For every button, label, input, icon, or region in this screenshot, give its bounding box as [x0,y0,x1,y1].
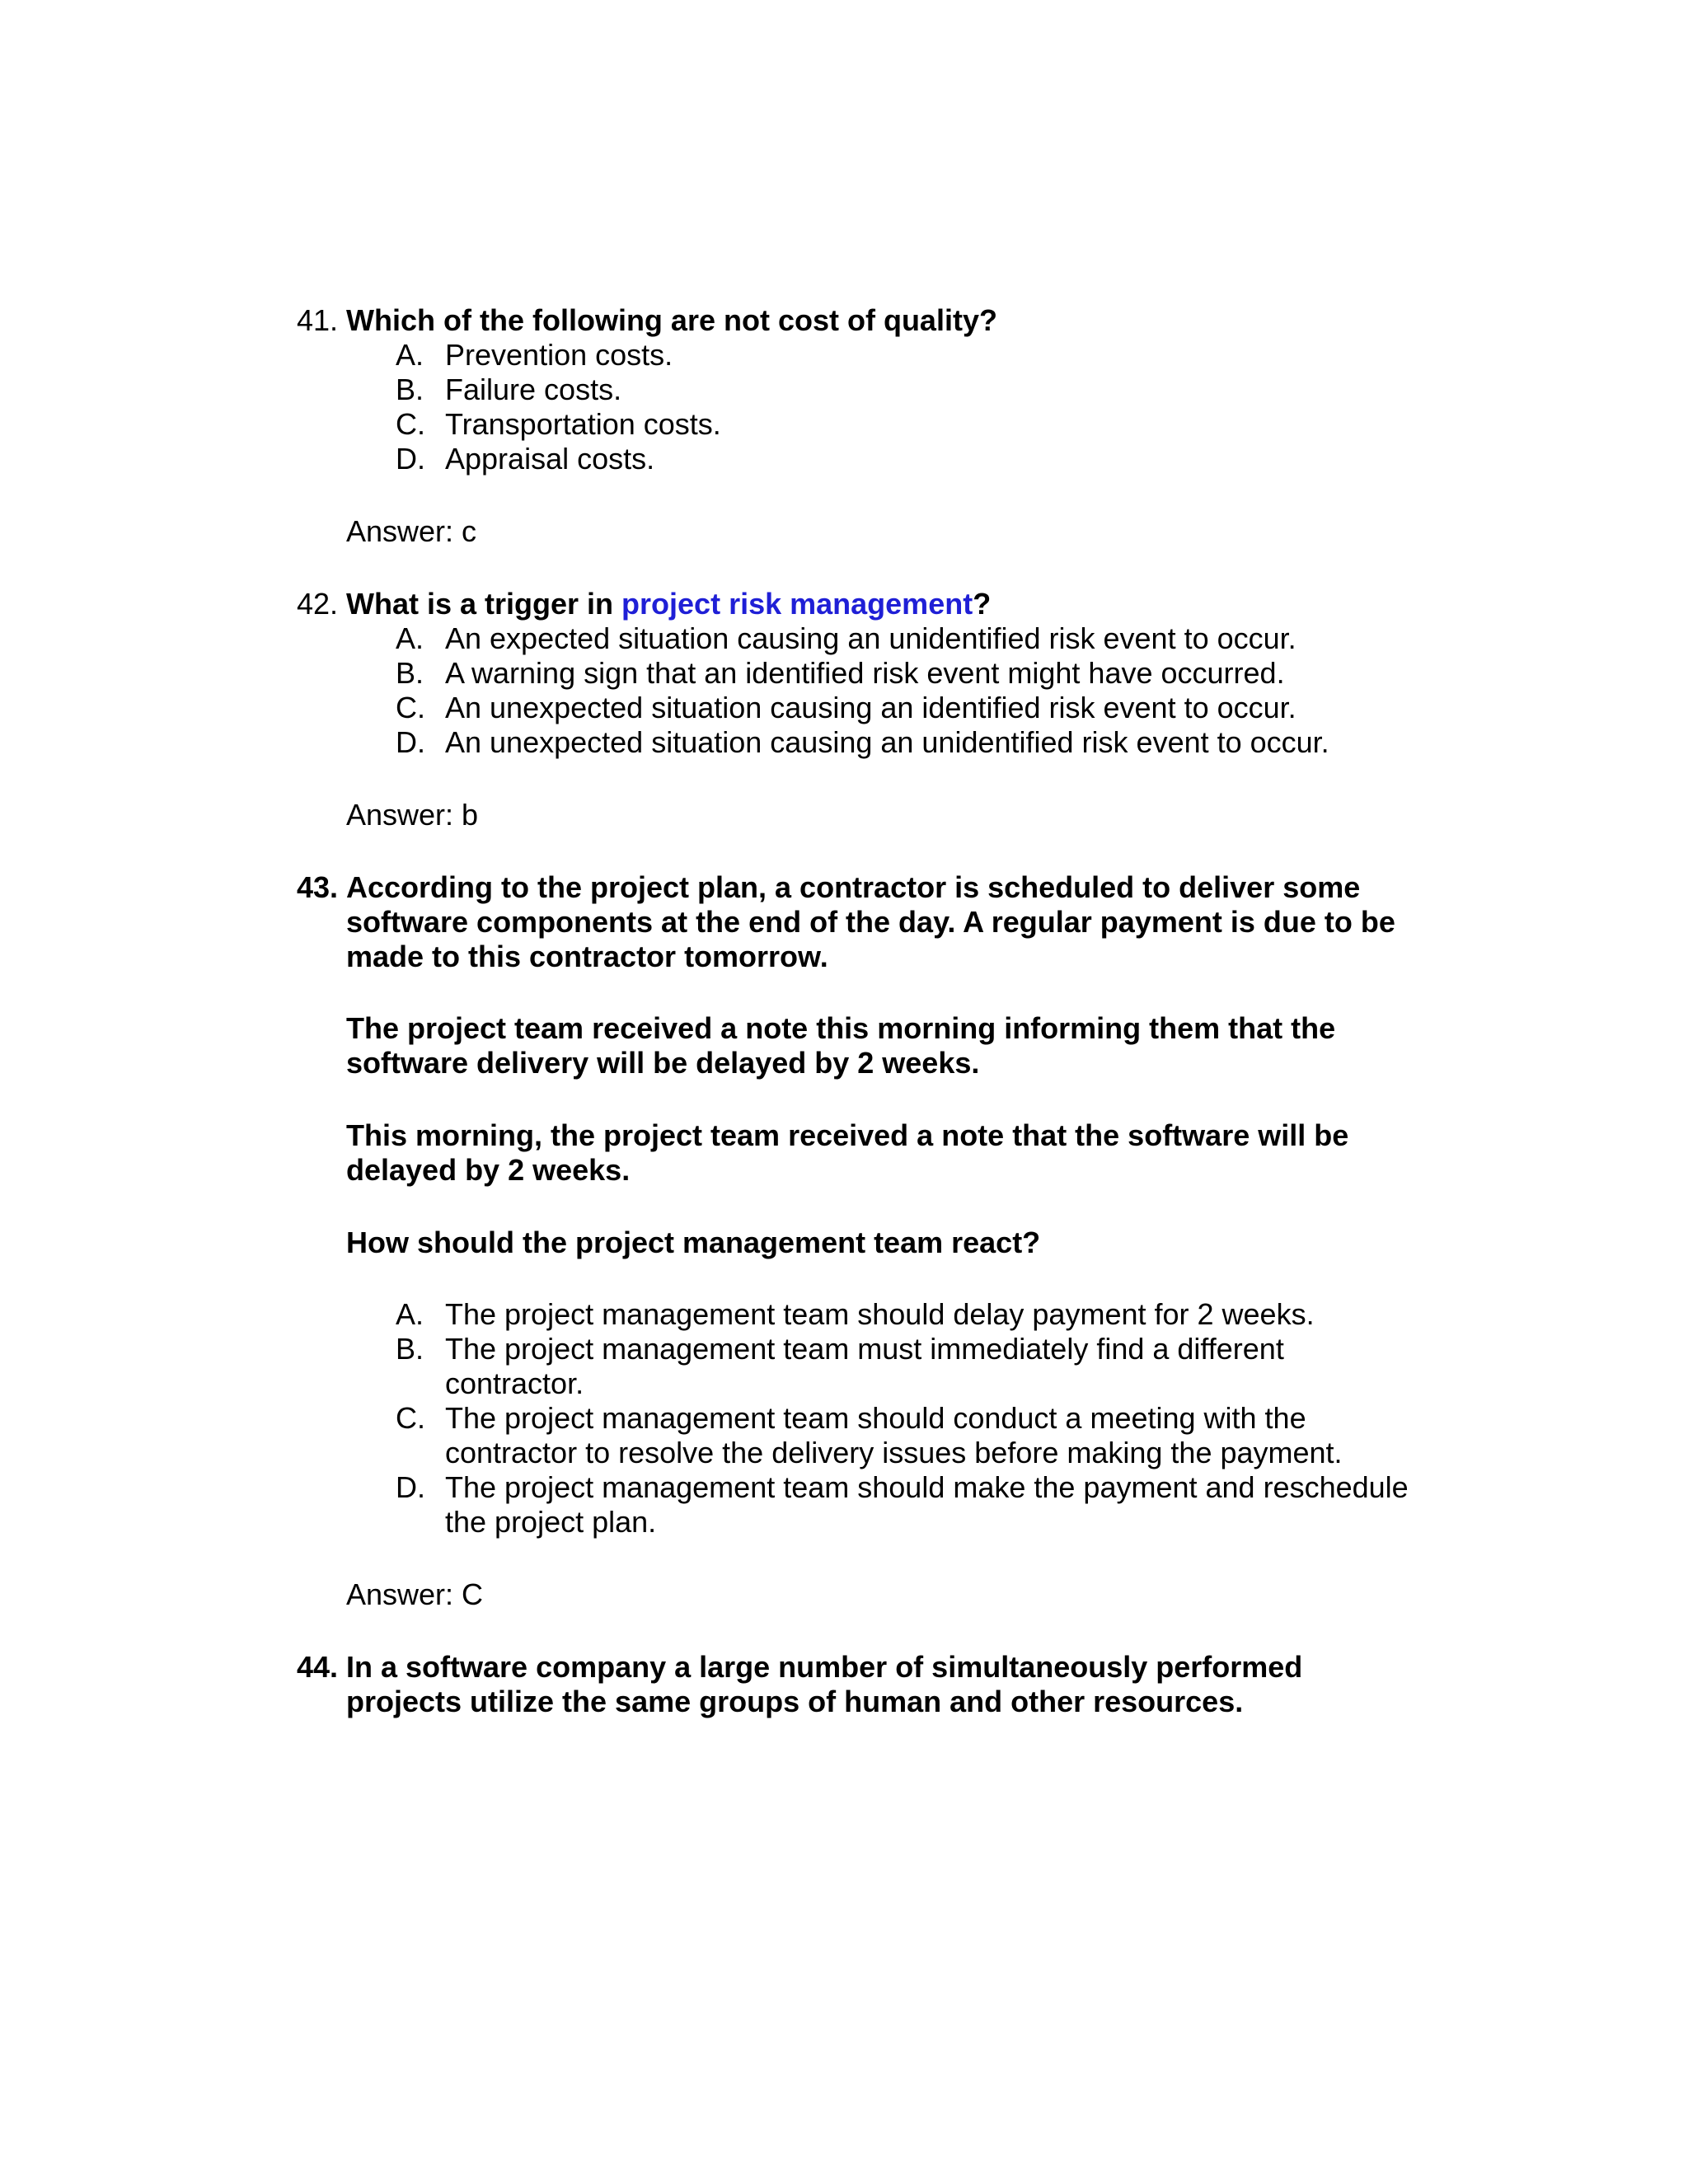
q41-option-d-letter: D. [396,442,425,476]
q43-paragraph-2-line-2: software delivery will be delayed by 2 weeks. [346,1046,980,1080]
q43-option-b-text-line-1: The project management team must immediately find a different [445,1332,1284,1366]
q43-option-a-text: The project management team should delay payment for 2 weeks. [445,1297,1315,1331]
q42-option-c-text: An unexpected situation causing an identified risk event to occur. [445,691,1296,724]
question-44-number: 44. [297,1650,339,1684]
q41-answer: Answer: c [346,514,477,548]
q43-option-b-text-line-2: contractor. [445,1366,584,1400]
q43-paragraph-2-line-1: The project team received a note this morning informing them that the [346,1011,1336,1045]
q43-paragraph-1-line-3: made to this contractor tomorrow. [346,940,828,973]
q42-option-b-text: A warning sign that an identified risk event might have occurred. [445,656,1285,690]
q42-option-c-letter: C. [396,691,425,724]
q42-option-a-letter: A. [396,621,424,655]
q43-answer: Answer: C [346,1577,484,1611]
q41-option-c-letter: C. [396,407,425,441]
q42-option-d-letter: D. [396,725,425,759]
q43-option-c-text-line-2: contractor to resolve the delivery issues before making the payment. [445,1436,1343,1469]
q43-option-c-text-line-1: The project management team should conduct a meeting with the [445,1401,1306,1435]
q43-option-d-text-line-1: The project management team should make the payment and reschedule [445,1470,1409,1504]
question-41-text: Which of the following are not cost of quality? [346,303,997,337]
q41-option-b-text: Failure costs. [445,373,622,406]
q43-paragraph-3-line-1: This morning, the project team received a note that the software will be [346,1118,1349,1152]
q42-option-d-text: An unexpected situation causing an unidentified risk event to occur. [445,725,1329,759]
q43-paragraph-4-line-1: How should the project management team react? [346,1226,1041,1259]
q41-option-c-text: Transportation costs. [445,407,721,441]
q42-option-b-letter: B. [396,656,424,690]
q44-text-line-1: In a software company a large number of simultaneously performed [346,1650,1303,1684]
question-42-number: 42. [297,587,339,621]
q43-paragraph-3-line-2: delayed by 2 weeks. [346,1153,631,1187]
q41-option-d-text: Appraisal costs. [445,442,655,476]
q43-option-c-letter: C. [396,1401,425,1435]
question-42-text-start: What is a trigger in [346,587,622,621]
q44-text-line-2: projects utilize the same groups of human and other resources. [346,1685,1244,1718]
q43-paragraph-1-line-2: software components at the end of the day. A regular payment is due to be [346,905,1395,939]
q43-paragraph-1-line-1: According to the project plan, a contractor is scheduled to deliver some [346,870,1361,904]
q41-option-a-text: Prevention costs. [445,338,673,372]
question-42-text [346,587,991,621]
question-41-number: 41. [297,303,339,337]
q41-option-b-letter: B. [396,373,424,406]
q41-option-a-letter: A. [396,338,424,372]
question-43-number: 43. [297,870,339,904]
q42-answer: Answer: b [346,798,479,832]
q43-option-d-letter: D. [396,1470,425,1504]
q42-option-a-text: An expected situation causing an unidentified risk event to occur. [445,621,1296,655]
q43-option-b-letter: B. [396,1332,424,1366]
question-42-text-end: ? [973,587,992,621]
q43-option-a-letter: A. [396,1297,424,1331]
project-risk-management-link[interactable]: project risk management [621,587,973,621]
q43-option-d-text-line-2: the project plan. [445,1505,657,1539]
